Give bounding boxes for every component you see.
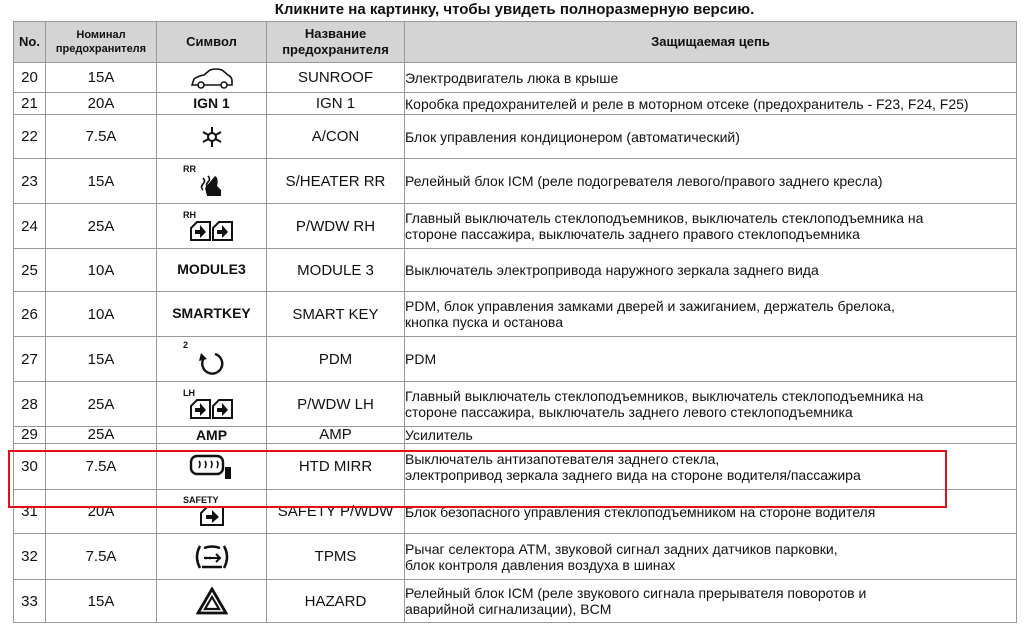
cell-fuse-name: HTD MIRR (267, 444, 405, 490)
symbol-superscript: RR (183, 163, 196, 174)
cell-rating: 10A (46, 249, 157, 292)
power-window-icon (189, 221, 235, 238)
page-caption[interactable]: Кликните на картинку, чтобы увидеть полноразмерную версию. (274, 1, 755, 18)
cell-circuit (405, 534, 1017, 580)
header-rating: Номинал предохранителя (46, 22, 157, 63)
cell-no: 23 (14, 159, 46, 204)
cell-fuse-name: P/WDW RH (267, 204, 405, 249)
cell-rating: 20A (46, 93, 157, 115)
cell-circuit (405, 115, 1017, 159)
cell-circuit (405, 490, 1017, 534)
cell-symbol (157, 115, 267, 159)
cell-circuit (405, 63, 1017, 93)
table-row (14, 337, 1017, 382)
cell-circuit (405, 93, 1017, 115)
cell-symbol (157, 427, 267, 444)
cell-fuse-name: P/WDW LH (267, 382, 405, 427)
symbol-superscript: RH (183, 209, 196, 220)
table-row (14, 63, 1017, 93)
cell-symbol (157, 249, 267, 292)
tpms-icon (192, 547, 232, 564)
cell-fuse-name: A/CON (267, 115, 405, 159)
symbol-text: AMP (195, 426, 228, 443)
cell-rating: 15A (46, 337, 157, 382)
table-row (14, 534, 1017, 580)
cell-symbol (157, 63, 267, 93)
circuit-line: блок контроля давления воздуха в шинах (405, 556, 676, 573)
cell-rating: 10A (46, 292, 157, 337)
circuit-line: аварийной сигнализации), BCM (405, 601, 612, 617)
cell-circuit (405, 204, 1017, 249)
cell-circuit (405, 249, 1017, 292)
header-circuit: Защищаемая цепь (405, 22, 1017, 63)
table-row (14, 580, 1017, 623)
table-row (14, 292, 1017, 337)
power-window-icon (189, 399, 235, 416)
cell-fuse-name: PDM (267, 337, 405, 382)
cell-symbol (157, 93, 267, 115)
fuse-table (13, 21, 1017, 623)
cell-rating: 25A (46, 204, 157, 249)
circuit-line: Блок управления кондиционером (автоматический) (405, 128, 740, 145)
circuit-line: Релейный блок ICM (реле звукового сигнала прерывателя поворотов и (405, 585, 867, 601)
table-row (14, 382, 1017, 427)
cell-fuse-name: IGN 1 (267, 93, 405, 115)
cell-symbol (157, 444, 267, 490)
circuit-line: PDM (405, 351, 437, 367)
cell-symbol (157, 159, 267, 204)
cell-no: 29 (14, 427, 46, 444)
table-row (14, 427, 1017, 444)
cell-symbol (157, 580, 267, 623)
header-no: No. (14, 22, 46, 63)
table-header-row (14, 22, 1017, 63)
hazard-triangle-icon (196, 592, 228, 609)
symbol-superscript: 2 (183, 339, 189, 350)
cell-circuit (405, 444, 1017, 490)
cell-rating: 25A (46, 382, 157, 427)
cell-circuit (405, 292, 1017, 337)
circuit-line: Релейный блок ICM (реле подогревателя левого/правого заднего кресла) (405, 173, 883, 189)
cell-no: 22 (14, 115, 46, 159)
circuit-line: стороне пассажира, выключатель заднего правого стеклоподъемника (405, 226, 860, 242)
cell-symbol (157, 292, 267, 337)
table-row (14, 490, 1017, 534)
cell-no: 26 (14, 292, 46, 337)
symbol-text: IGN 1 (193, 94, 230, 111)
cell-circuit (405, 382, 1017, 427)
table-row (14, 115, 1017, 159)
cell-fuse-name: SMART KEY (267, 292, 405, 337)
cell-no: 33 (14, 580, 46, 623)
cell-fuse-name: TPMS (267, 534, 405, 580)
heated-mirror-icon (189, 457, 235, 474)
circuit-line: Рычаг селектора ATM, звуковой сигнал задних датчиков парковки, (405, 540, 838, 557)
cell-no: 25 (14, 249, 46, 292)
symbol-superscript: LH (183, 387, 195, 398)
cell-no: 31 (14, 490, 46, 534)
circuit-line: стороне пассажира, выключатель заднего левого стеклоподъемника (405, 404, 853, 420)
cell-no: 28 (14, 382, 46, 427)
symbol-text-line: SMART (172, 305, 222, 321)
cell-no: 24 (14, 204, 46, 249)
circuit-line: Коробка предохранителей и реле в моторном отсеке (предохранитель - F23, F24, F25) (405, 95, 969, 112)
cell-no: 30 (14, 444, 46, 490)
circuit-line: Усилитель (405, 427, 473, 443)
circuit-line: кнопка пуска и останова (405, 314, 563, 330)
table-row (14, 444, 1017, 490)
cell-fuse-name: MODULE 3 (267, 249, 405, 292)
cell-circuit (405, 159, 1017, 204)
cell-circuit (405, 580, 1017, 623)
table-row (14, 249, 1017, 292)
cell-fuse-name: S/HEATER RR (267, 159, 405, 204)
cell-fuse-name: SAFETY P/WDW (267, 490, 405, 534)
symbol-text-line: KEY (221, 305, 251, 321)
sunroof-car-icon (188, 68, 236, 85)
cell-circuit (405, 337, 1017, 382)
cell-symbol (157, 204, 267, 249)
table-row (14, 204, 1017, 249)
cell-no: 20 (14, 63, 46, 93)
cell-symbol (157, 490, 267, 534)
symbol-text-line: MODULE (177, 261, 238, 277)
symbol-text-line: 3 (237, 261, 246, 277)
cell-rating: 15A (46, 580, 157, 623)
seat-heater-icon (197, 176, 227, 193)
cell-rating: 15A (46, 159, 157, 204)
cell-symbol (157, 534, 267, 580)
cell-rating: 7.5A (46, 444, 157, 490)
cell-rating: 7.5A (46, 115, 157, 159)
circuit-line: Электродвигатель люка в крыше (405, 69, 619, 86)
circuit-line: PDM, блок управления замками дверей и зажиганием, держатель брелока, (405, 298, 895, 314)
circuit-line: Главный выключатель стеклоподъемников, выключатель стеклоподъемника на (405, 388, 924, 404)
cell-rating: 20A (46, 490, 157, 534)
cell-fuse-name: HAZARD (267, 580, 405, 623)
table-row (14, 93, 1017, 115)
cell-rating: 15A (46, 63, 157, 93)
circuit-line: Выключатель электропривода наружного зеркала заднего вида (405, 262, 819, 278)
table-row (14, 159, 1017, 204)
cell-no: 27 (14, 337, 46, 382)
cell-rating: 25A (46, 427, 157, 444)
snowflake-icon (200, 127, 224, 144)
cell-circuit (405, 427, 1017, 444)
circuit-line: Главный выключатель стеклоподъемников, выключатель стеклоподъемника на (405, 210, 924, 226)
circuit-line: Блок безопасного управления стеклоподъемником на стороне водителя (405, 503, 876, 520)
header-symbol: Символ (157, 22, 267, 63)
safety-window-icon (199, 507, 225, 524)
cell-symbol (157, 382, 267, 427)
cell-symbol (157, 337, 267, 382)
cell-rating: 7.5A (46, 534, 157, 580)
cell-no: 32 (14, 534, 46, 580)
header-name: Название предохранителя (267, 22, 405, 63)
symbol-superscript: SAFETY (183, 495, 219, 505)
circuit-line: Выключатель антизапотевателя заднего стекла, (405, 450, 720, 467)
cell-no: 21 (14, 93, 46, 115)
cell-fuse-name: SUNROOF (267, 63, 405, 93)
circuit-line: электропривод зеркала заднего вида на стороне водителя/пассажира (405, 466, 861, 483)
pdm-circular-arrow-icon (195, 354, 229, 371)
cell-fuse-name: AMP (267, 427, 405, 444)
